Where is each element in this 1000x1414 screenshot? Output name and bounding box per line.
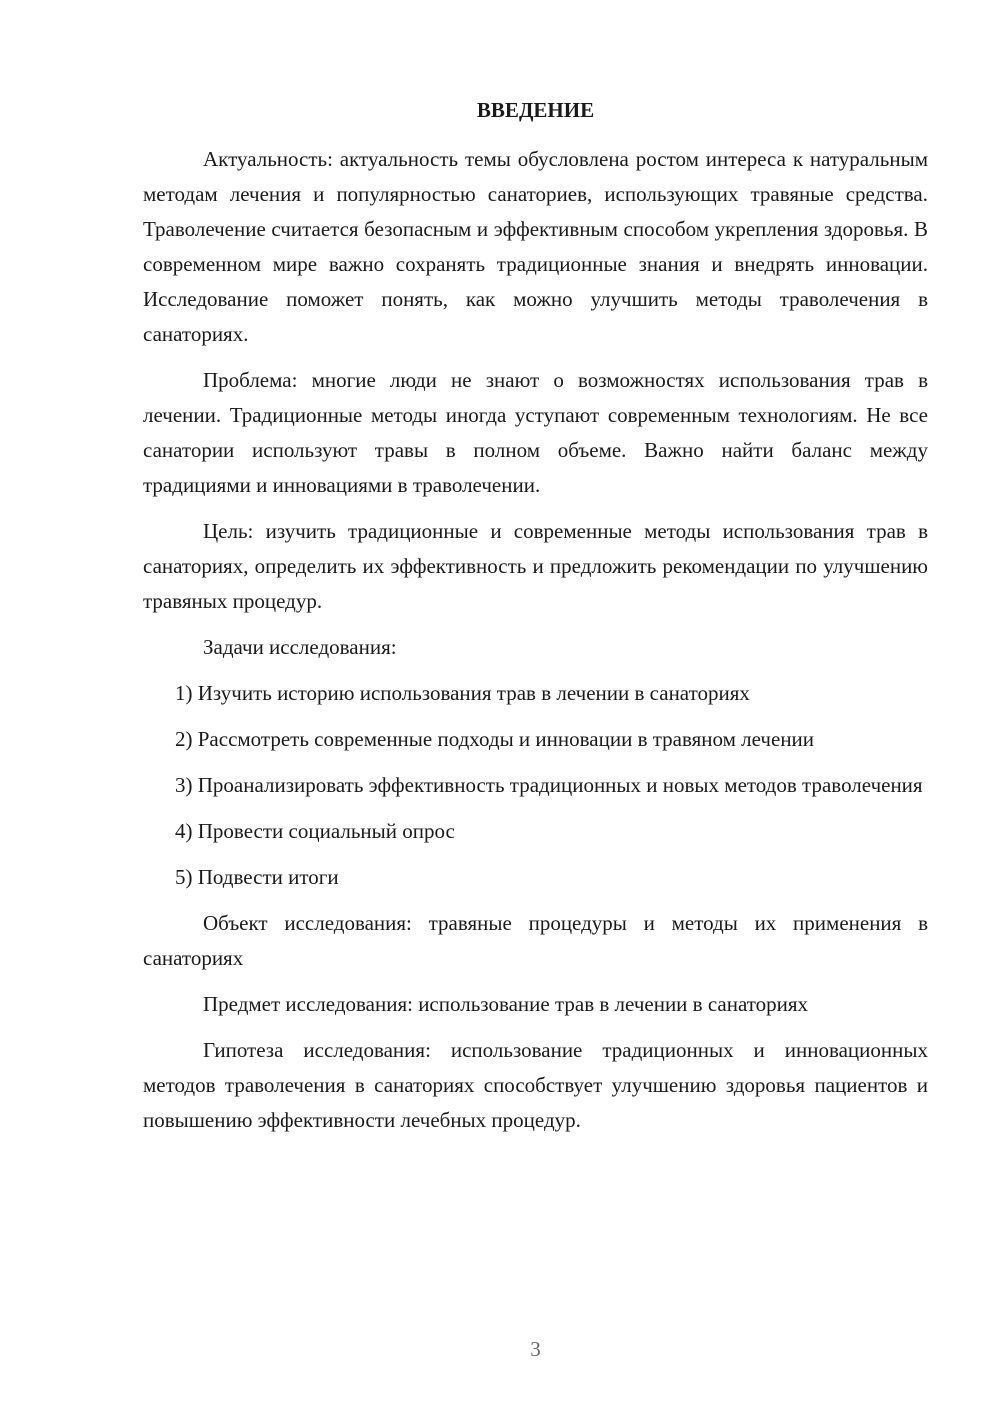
task-item: 2) Рассмотреть современные подходы и инновации в травяном лечении bbox=[175, 727, 815, 751]
task-item: 3) Проанализировать эффективность традиционных и новых методов траволечения bbox=[175, 773, 923, 797]
paragraph-object: Объект исследования: травяные процедуры и методы их применения в санаториях bbox=[143, 911, 928, 970]
task-item: 5) Подвести итоги bbox=[175, 865, 339, 889]
task-item: 1) Изучить историю использования трав в лечении в санаториях bbox=[175, 681, 750, 705]
paragraph-tasks-heading: Задачи исследования: bbox=[203, 635, 397, 659]
document-body bbox=[143, 142, 928, 1149]
task-item: 4) Провести социальный опрос bbox=[175, 819, 455, 843]
document-page bbox=[143, 0, 928, 1414]
paragraph-problem: Проблема: многие люди не знают о возможностях использования трав в лечении. Традиционные методы иногда уступают современным технологиям. Не все санатории используют травы в полном объеме. Важно найти баланс между традициями и инновациями в траволечении. bbox=[143, 368, 928, 497]
paragraph-subject: Предмет исследования: использование трав в лечении в санаториях bbox=[203, 992, 809, 1016]
paragraph-relevance: Актуальность: актуальность темы обусловлена ростом интереса к натуральным методам лечения и популярностью санаториев, использующих травяные средства. Траволечение считается безопасным и эффективным способом укрепления здоровья. В современном мире важно сохранять традиционные знания и внедрять инновации. Исследование поможет понять, как можно улучшить методы траволечения в санаториях. bbox=[143, 147, 928, 346]
section-title: ВВЕДЕНИЕ bbox=[476, 98, 595, 122]
paragraph-hypothesis: Гипотеза исследования: использование традиционных и инновационных методов траволечения в санаториях способствует улучшению здоровья пациентов и повышению эффективности лечебных процедур. bbox=[143, 1038, 928, 1132]
page-number: 3 bbox=[530, 1337, 541, 1361]
paragraph-goal: Цель: изучить традиционные и современные методы использования трав в санаториях, определить их эффективность и предложить рекомендации по улучшению травяных процедур. bbox=[143, 519, 928, 613]
